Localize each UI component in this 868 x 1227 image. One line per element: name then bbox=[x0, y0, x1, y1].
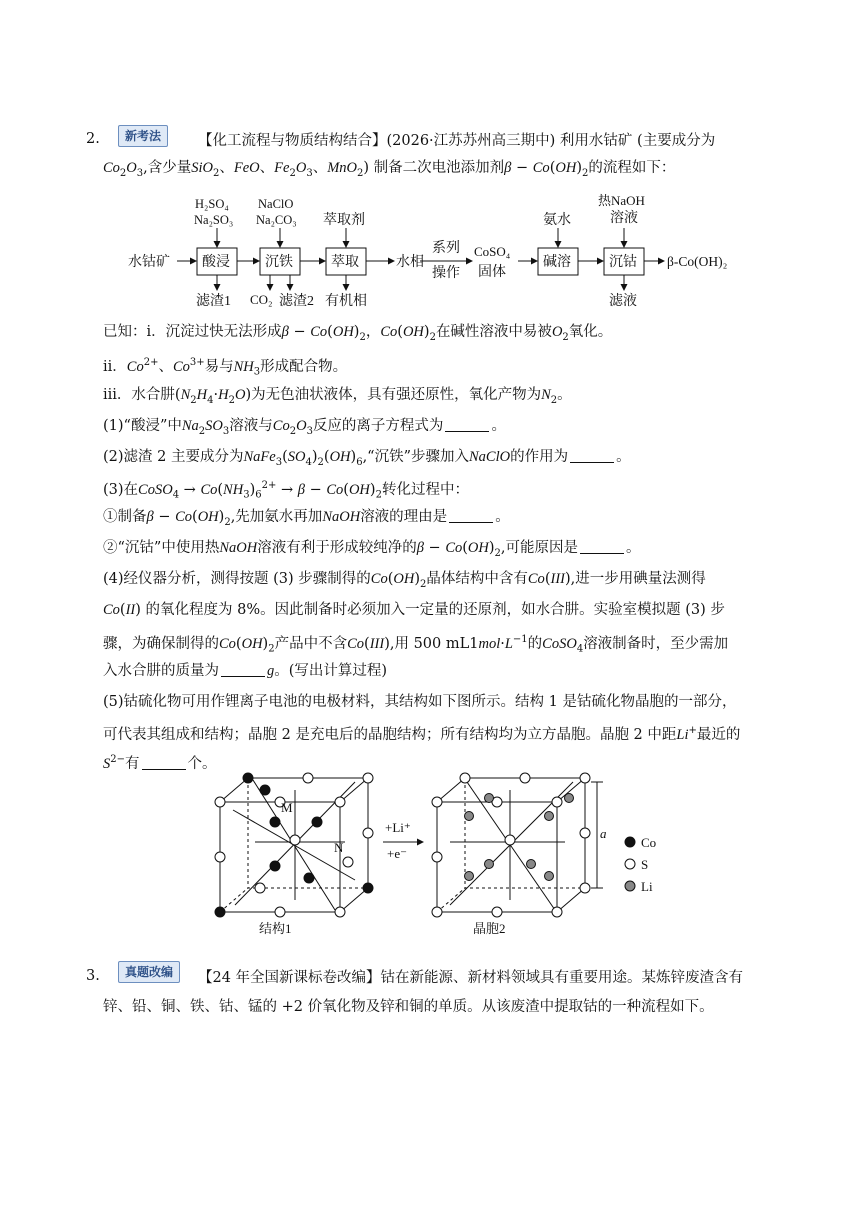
flow-box-alkali-dissolve: 碱溶 bbox=[543, 255, 571, 270]
flow-box-extraction: 萃取 bbox=[331, 255, 359, 270]
arrow-bottom-label: +e⁻ bbox=[387, 846, 407, 861]
known-iii: ⅲ．水合肼$(N_2H_4\cdot H_2O)$为无色油状液体，具有强还原性，氧化产物为$N_2$。 bbox=[103, 387, 572, 406]
output-organic-phase: 有机相 bbox=[325, 294, 367, 309]
question-number: 3. bbox=[86, 968, 100, 984]
flow-product: β-Co(OH)₂ bbox=[667, 254, 728, 269]
subq-5-line3: $S^{2-}$有 个。 bbox=[103, 754, 217, 772]
subq-5-line2: 可代表其组成和结构；晶胞 2 是充电后的晶胞结构；所有结构均为立方晶胞。晶胞 2 中距Li+最近的 bbox=[103, 725, 741, 743]
answer-blank[interactable] bbox=[570, 448, 614, 463]
known-ii: ⅱ．$Co^{2+}$、$Co^{3+}$易与$NH_3$形成配合物。 bbox=[103, 357, 348, 378]
label-m: M bbox=[281, 800, 293, 815]
q3-line1: 【24 年全国新课标卷改编】钴在新能源、新材料领域具有重要用途。某炼锌废渣含有 bbox=[198, 970, 744, 986]
flow-solid: 固体 bbox=[478, 265, 506, 280]
reagent-na2co3: Na₂CO₃ bbox=[256, 213, 297, 227]
edge-length-label: a bbox=[600, 826, 607, 841]
subq-2: (2)滤渣 2 主要成分为$NaFe_3(SO_4)_2(OH)_6,“$沉铁”步骤加入NaClO的作用为 。 bbox=[103, 449, 631, 468]
reagent-hot-naoh: 热NaOH bbox=[598, 193, 645, 208]
q2-line2: $Co_2O_3$,含少量SiO$_2$、FeO、$Fe_2O_3$、MnO$_2$) 制备二次电池添加剂$\beta - Co(OH)_2$的流程如下： bbox=[103, 160, 676, 179]
subq-4-line4: 入水合肼的质量为 g。(写出计算过程) bbox=[103, 663, 388, 679]
flow-op-line2: 操作 bbox=[432, 266, 460, 281]
known-i: 已知：ⅰ．沉淀过快无法形成$\beta - Co(OH)_2$，$Co(OH)_2$在碱性溶液中易被$O_2$氧化。 bbox=[103, 324, 613, 343]
subq-4-line2: Co(II) 的氧化程度为 8%。因此制备时必须加入一定量的还原剂，如水合肼。实验室模拟题 (3) 步 bbox=[103, 602, 725, 618]
subq-3: (3)在CoSO$_4$ → $Co(NH_3)_6^{2+} \to \beta - Co(OH)_2$转化过程中： bbox=[103, 480, 469, 501]
reagent-na2so3: Na₂SO₃ bbox=[194, 213, 234, 227]
subq-3-2: ②“沉钴”中使用热NaOH溶液有利于形成较纯净的$\beta - Co(OH)_2$,可能原因是 。 bbox=[103, 540, 641, 559]
crystal-structure-figure bbox=[205, 770, 675, 940]
answer-blank[interactable] bbox=[449, 508, 493, 523]
q3-line2: 锌、铅、铜、铁、钴、锰的 +2 价氧化物及锌和铜的单质。从该废渣中提取钴的一种流程如下。 bbox=[103, 999, 714, 1015]
output-filtrate: 滤液 bbox=[609, 294, 637, 309]
caption-structure1: 结构1 bbox=[259, 921, 292, 936]
caption-cell2: 晶胞2 bbox=[473, 921, 506, 936]
process-flow-diagram bbox=[120, 190, 760, 315]
reagent-extractant: 萃取剂 bbox=[323, 213, 365, 228]
output-co2: CO₂ bbox=[250, 292, 273, 307]
output-residue2: 滤渣2 bbox=[279, 294, 314, 309]
answer-blank[interactable] bbox=[221, 662, 265, 677]
subq-4-line3: 骤，为确保制得的$Co(OH)_2$产品中不含Co(III),用 500 $mL1mol\cdot L^{-1}$的CoSO$_4$溶液制备时，至少需加 bbox=[103, 634, 729, 655]
subq-1: (1)“酸浸”中$Na_2SO_3$溶液与$Co_2O_3$反应的离子方程式为 。 bbox=[103, 418, 506, 437]
flow-coso4: CoSO₄ bbox=[474, 244, 511, 259]
new-method-badge: 新考法 bbox=[118, 125, 168, 147]
reagent-solution: 溶液 bbox=[610, 211, 638, 226]
reagent-naclo: NaClO bbox=[258, 197, 294, 211]
exam-adapted-badge: 真题改编 bbox=[118, 961, 180, 983]
legend-co: Co bbox=[641, 835, 657, 850]
output-residue1: 滤渣1 bbox=[196, 294, 231, 309]
subq-3-1: ①制备$\beta - Co(OH)_2$,先加氨水再加NaOH溶液的理由是 。 bbox=[103, 509, 510, 528]
flow-box-acid-leach: 酸浸 bbox=[202, 255, 230, 270]
arrow-top-label: +Li⁺ bbox=[385, 820, 411, 835]
q2-line1: 【化工流程与物质结构结合】(2026·江苏苏州高三期中) 利用水钴矿 (主要成分为 bbox=[198, 133, 716, 149]
label-n: N bbox=[334, 840, 344, 855]
subq-4-line1: (4)经仪器分析，测得按题 (3) 步骤制得的$Co(OH)_2$晶体结构中含有Co(III),进一步用碘量法测得 bbox=[103, 571, 706, 590]
flow-op-line1: 系列 bbox=[432, 241, 460, 256]
flow-aqueous-phase: 水相 bbox=[396, 255, 424, 270]
answer-blank[interactable] bbox=[580, 539, 624, 554]
subq-5-line1: (5)钴硫化物可用作锂离子电池的电极材料，其结构如下图所示。结构 1 是钴硫化物晶胞的一部分， bbox=[103, 694, 737, 710]
reagent-h2so4: H₂SO₄ bbox=[195, 197, 229, 211]
flow-box-iron-precip: 沉铁 bbox=[265, 255, 293, 270]
flow-box-cobalt-precip: 沉钴 bbox=[609, 255, 637, 270]
legend-s: S bbox=[641, 857, 649, 872]
question-number: 2. bbox=[86, 131, 100, 147]
legend-li: Li bbox=[641, 879, 653, 894]
flow-start: 水钴矿 bbox=[128, 255, 170, 270]
reagent-ammonia: 氨水 bbox=[543, 213, 571, 228]
answer-blank[interactable] bbox=[142, 755, 186, 770]
answer-blank[interactable] bbox=[445, 417, 489, 432]
